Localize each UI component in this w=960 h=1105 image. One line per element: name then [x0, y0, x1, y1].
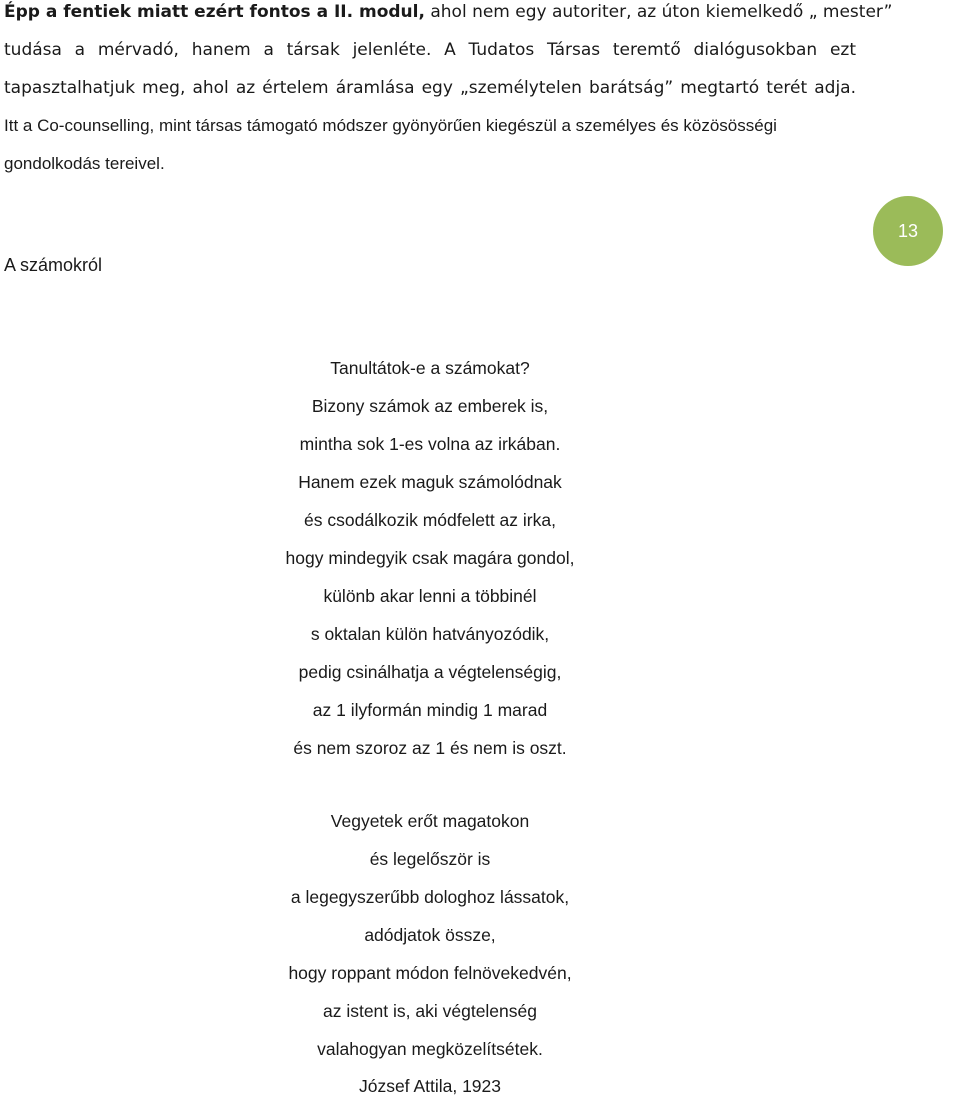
- poem-line: és csodálkozik módfelett az irka,: [304, 510, 556, 530]
- intro-line-5: gondolkodás tereivel.: [4, 154, 165, 173]
- poem-line: adódjatok össze,: [364, 925, 496, 945]
- poem-line: mintha sok 1-es volna az irkában.: [299, 434, 561, 454]
- poem-line: s oktalan külön hatványozódik,: [310, 624, 550, 644]
- poem-line: az istent is, aki végtelenség: [322, 1001, 537, 1021]
- intro-paragraph: [4, 0, 893, 183]
- poem-line: az 1 ilyformán mindig 1 marad: [312, 700, 548, 720]
- poem-line: és legelőször is: [369, 849, 491, 869]
- intro-line-3: tapasztalhatjuk meg, ahol az értelem áramlása egy „személytelen barátság” megtartó terét adja.: [4, 78, 856, 98]
- poem-line: valahogyan megközelítsétek.: [317, 1039, 543, 1059]
- poem-line: Bizony számok az emberek is,: [311, 396, 549, 416]
- poem-stanza-2: [180, 802, 680, 1068]
- poem-line: és nem szoroz az 1 és nem is oszt.: [293, 738, 567, 758]
- intro-line-2: tudása a mérvadó, hanem a társak jelenléte. A Tudatos Társas teremtő dialógusokban ezt: [4, 40, 856, 60]
- poem-line: hogy mindegyik csak magára gondol,: [285, 548, 575, 568]
- section-title: A számokról: [4, 255, 103, 275]
- poem-line: Vegyetek erőt magatokon: [330, 811, 530, 831]
- intro-line-1-rest: ahol nem egy autoriter, az úton kiemelkedő „ mester”: [424, 2, 893, 22]
- intro-line-1: [4, 0, 893, 31]
- poem-stanza-1: [180, 349, 680, 767]
- poem-line: a legegyszerűbb dologhoz lássatok,: [290, 887, 570, 907]
- page-number-badge: 13: [873, 196, 943, 266]
- poem-author: József Attila, 1923: [358, 1076, 502, 1096]
- poem-line: Hanem ezek maguk számolódnak: [298, 472, 562, 492]
- intro-bold-lead: Épp a fentiek miatt ezért fontos a II. modul,: [4, 2, 425, 22]
- poem-line: pedig csinálhatja a végtelenségig,: [298, 662, 562, 682]
- poem-line: különb akar lenni a többinél: [323, 586, 537, 606]
- poem-line: Tanultátok-e a számokat?: [330, 358, 530, 378]
- intro-line-4: Itt a Co-counselling, mint társas támogató módszer gyönyörűen kiegészül a személyes és közösösségi: [4, 116, 777, 135]
- poem-line: hogy roppant módon felnövekedvén,: [288, 963, 572, 983]
